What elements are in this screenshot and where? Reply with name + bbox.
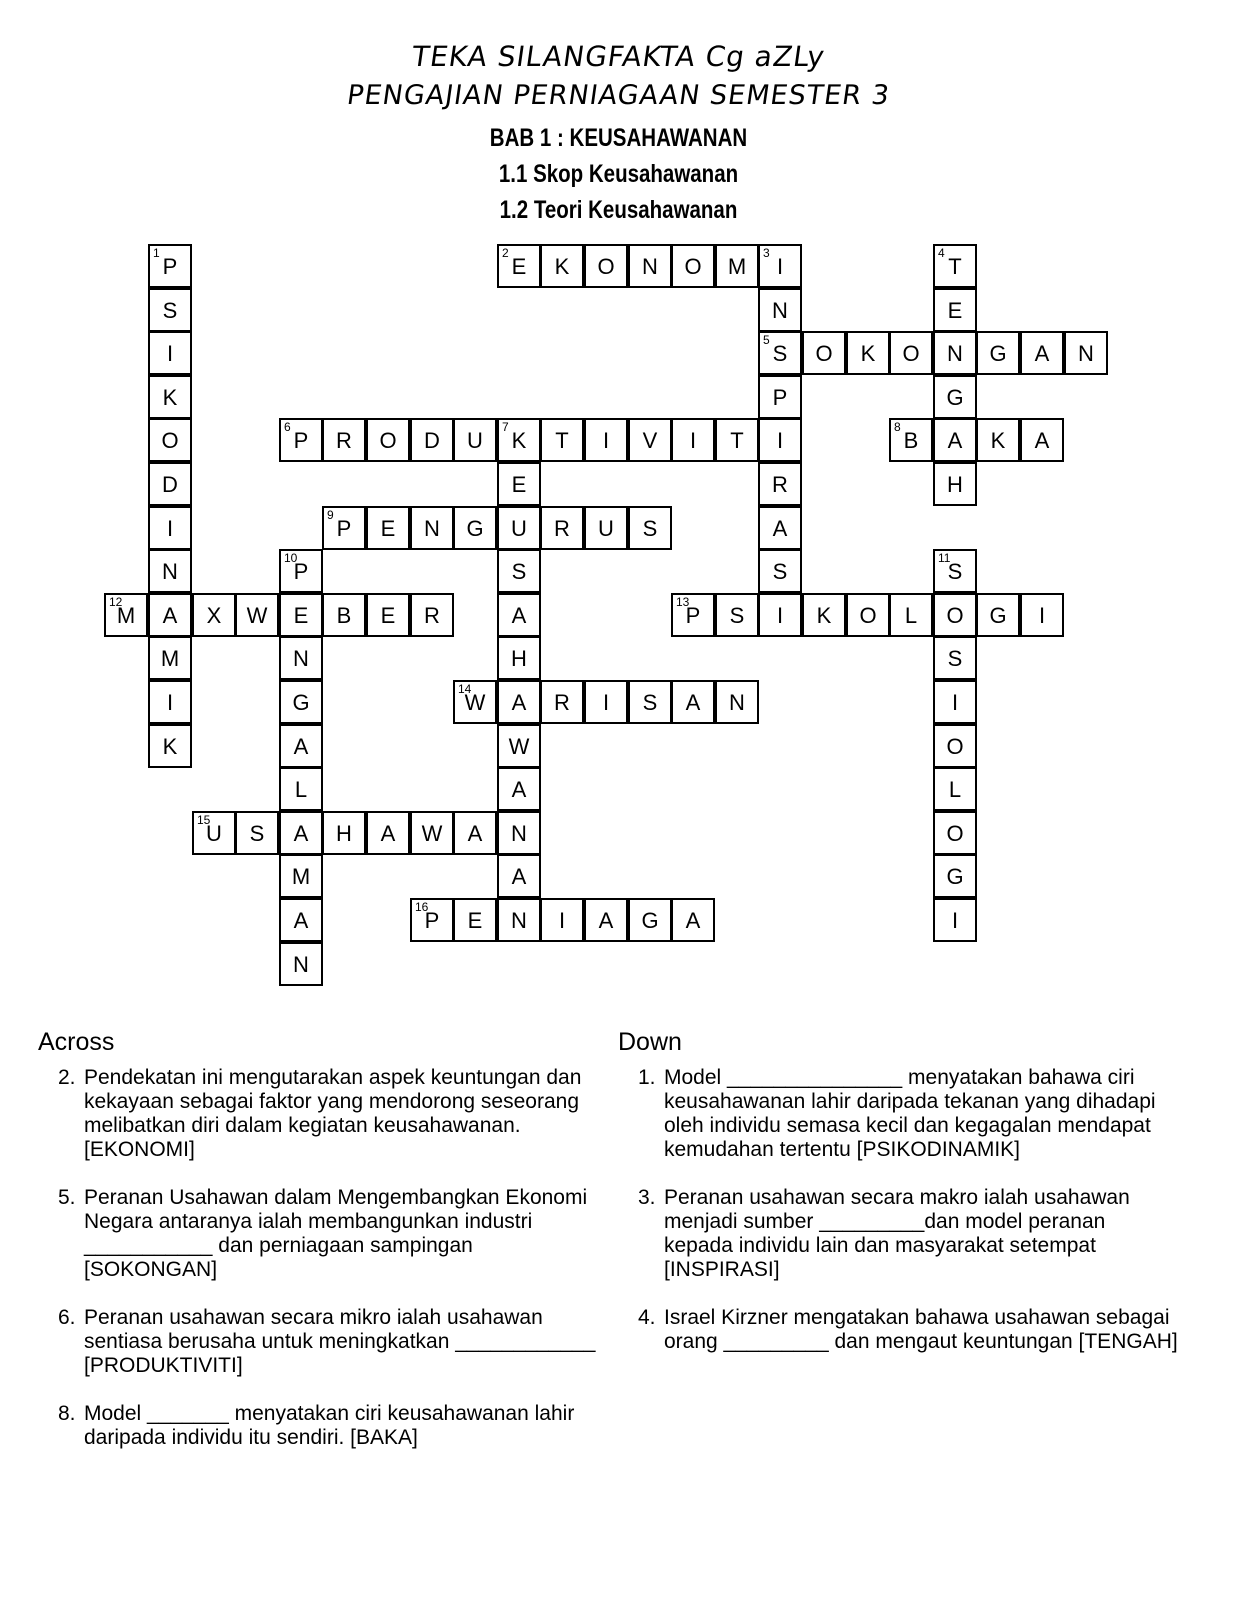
cell-letter: P — [772, 385, 788, 410]
cell-letter: S — [642, 516, 658, 541]
cell-letter: I — [602, 690, 610, 715]
crossword-cell — [540, 418, 584, 462]
cell-letter: I — [166, 516, 174, 541]
crossword-cell — [497, 854, 541, 898]
crossword-cell — [715, 593, 759, 637]
crossword-cell — [279, 942, 323, 986]
clue-number: 15 — [197, 813, 211, 827]
cell-letter: I — [558, 908, 566, 933]
cell-letter: S — [249, 821, 265, 846]
cell-letter: A — [293, 734, 309, 759]
crossword-cell — [192, 811, 236, 855]
clue-number: 3 — [763, 246, 770, 260]
crossword-cell — [497, 462, 541, 506]
cell-letter: N — [772, 298, 788, 323]
crossword-cell — [1020, 593, 1064, 637]
crossword-cell — [933, 898, 977, 942]
crossword-cell — [366, 506, 410, 550]
crossword-cell — [497, 506, 541, 550]
crossword-cell — [933, 854, 977, 898]
cell-letter: E — [293, 603, 309, 628]
cell-letter: B — [336, 603, 352, 628]
cell-letter: O — [946, 734, 964, 759]
crossword-cell — [584, 244, 628, 288]
crossword-cell — [148, 593, 192, 637]
cell-letter: G — [466, 516, 484, 541]
cell-letter: L — [294, 777, 308, 802]
crossword-cell — [584, 898, 628, 942]
cell-letter: U — [598, 516, 614, 541]
crossword-cell — [148, 549, 192, 593]
crossword-cell — [366, 593, 410, 637]
crossword-cell — [497, 898, 541, 942]
crossword-cell — [322, 506, 366, 550]
crossword-cell — [976, 593, 1020, 637]
clue-number: 6 — [284, 420, 291, 434]
cell-letter: T — [555, 428, 569, 453]
crossword-cell — [497, 680, 541, 724]
crossword-cell — [192, 593, 236, 637]
cell-letter: K — [860, 341, 876, 366]
chapter-heading: BAB 1 : KEUSAHAWANAN — [489, 124, 748, 152]
across-clue-list — [38, 1066, 598, 1474]
crossword-cell — [933, 462, 977, 506]
clue-number: 5. — [58, 1186, 76, 1209]
cell-letter: M — [160, 646, 180, 671]
cell-letter: P — [293, 428, 309, 453]
crossword-cell — [584, 680, 628, 724]
crossword-cell — [148, 680, 192, 724]
clue-number: 3. — [638, 1186, 656, 1209]
crossword-cell — [671, 593, 715, 637]
cell-letter: I — [689, 428, 697, 453]
crossword-cell — [933, 593, 977, 637]
crossword-cell — [933, 549, 977, 593]
clue-number: 11 — [938, 551, 951, 565]
crossword-cell — [628, 680, 672, 724]
cell-letter: G — [292, 690, 310, 715]
cell-letter: K — [816, 603, 832, 628]
crossword-cell — [540, 244, 584, 288]
cell-letter: W — [508, 734, 530, 759]
cell-letter: A — [511, 777, 527, 802]
cell-letter: S — [511, 559, 527, 584]
cell-letter: U — [206, 821, 222, 846]
topic-heading-1: 1.1 Skop Keusahawanan — [498, 160, 739, 188]
cell-letter: A — [293, 908, 309, 933]
cell-letter: A — [598, 908, 614, 933]
crossword-cell — [279, 767, 323, 811]
cell-letter: E — [947, 298, 963, 323]
crossword-cell — [148, 462, 192, 506]
crossword-cell — [1064, 331, 1108, 375]
crossword-cell — [758, 418, 802, 462]
cell-letter: I — [776, 603, 784, 628]
crossword-cell — [671, 898, 715, 942]
clue-text: Peranan usahawan secara mikro ialah usahawan sentiasa berusaha untuk meningkatkan ____________ [PRODUKTIVITI] — [84, 1306, 596, 1377]
across-heading: Across — [38, 1028, 115, 1056]
crossword-cell — [410, 593, 454, 637]
cell-letter: T — [730, 428, 744, 453]
cell-letter: A — [947, 428, 963, 453]
crossword-cell — [802, 593, 846, 637]
cell-letter: S — [772, 559, 788, 584]
cell-letter: N — [1078, 341, 1094, 366]
clue-number: 8. — [58, 1402, 76, 1425]
crossword-cell — [628, 418, 672, 462]
cell-letter: I — [776, 428, 784, 453]
cell-letter: N — [511, 821, 527, 846]
cell-letter: O — [859, 603, 877, 628]
cell-letter: O — [815, 341, 833, 366]
crossword-cell — [1020, 331, 1064, 375]
cell-letter: W — [421, 821, 443, 846]
crossword-cell — [497, 811, 541, 855]
crossword-cell — [889, 331, 933, 375]
cell-letter: A — [1034, 341, 1050, 366]
cell-letter: I — [166, 690, 174, 715]
crossword-cell — [933, 811, 977, 855]
cell-letter: S — [162, 298, 178, 323]
crossword-cell — [453, 680, 497, 724]
crossword-cell — [410, 898, 454, 942]
cell-letter: P — [685, 603, 701, 628]
crossword-cell — [279, 854, 323, 898]
clue-text: Peranan usahawan secara makro ialah usahawan menjadi sumber _________dan model peranan kepada individu lain dan masyarakat setempat [INSPIRASI] — [664, 1186, 1130, 1281]
clue-number: 13 — [676, 595, 690, 609]
cell-letter: G — [641, 908, 659, 933]
cell-letter: O — [597, 254, 615, 279]
cell-letter: G — [989, 603, 1007, 628]
across-clue — [38, 1306, 598, 1378]
crossword-cell — [366, 811, 410, 855]
clue-text: Peranan Usahawan dalam Mengembangkan Ekonomi Negara antaranya ialah membangunkan industri ___________ dan perniagaan sampingan [SOKONGAN] — [84, 1186, 588, 1281]
crossword-cell — [584, 506, 628, 550]
clue-number: 10 — [284, 551, 298, 565]
cell-letter: O — [946, 821, 964, 846]
crossword-cell — [933, 418, 977, 462]
cell-letter: R — [772, 472, 788, 497]
cell-letter: N — [293, 952, 309, 977]
cell-letter: I — [951, 908, 959, 933]
crossword-cell — [889, 593, 933, 637]
crossword-cell — [758, 593, 802, 637]
crossword-cell — [497, 549, 541, 593]
cell-letter: E — [380, 516, 396, 541]
cell-letter: A — [772, 516, 788, 541]
across-clue — [38, 1066, 598, 1162]
cell-letter: K — [511, 428, 527, 453]
cell-letter: L — [904, 603, 918, 628]
cell-letter: N — [729, 690, 745, 715]
crossword-cell — [148, 506, 192, 550]
crossword-cell — [540, 898, 584, 942]
crossword-cell — [758, 549, 802, 593]
cell-letter: E — [380, 603, 396, 628]
crossword-cell — [410, 506, 454, 550]
crossword-cell — [453, 506, 497, 550]
cell-letter: I — [776, 254, 784, 279]
crossword-cell — [279, 418, 323, 462]
cell-letter: R — [554, 690, 570, 715]
cell-letter: H — [511, 646, 527, 671]
crossword-cell — [976, 418, 1020, 462]
cell-letter: L — [948, 777, 962, 802]
cell-letter: R — [554, 516, 570, 541]
crossword-cell — [322, 418, 366, 462]
crossword-cell — [148, 375, 192, 419]
cell-letter: S — [947, 559, 963, 584]
cell-letter: H — [947, 472, 963, 497]
cell-letter: A — [685, 690, 701, 715]
cell-letter: E — [511, 254, 527, 279]
cell-letter: I — [1038, 603, 1046, 628]
cell-letter: T — [948, 254, 962, 279]
crossword-cell — [279, 898, 323, 942]
cell-letter: S — [729, 603, 745, 628]
crossword-cell — [104, 593, 148, 637]
page-title: TEKA SILANGFAKTA Cg aZLy — [409, 40, 828, 73]
cell-letter: G — [946, 385, 964, 410]
cell-letter: A — [162, 603, 178, 628]
crossword-cell — [758, 506, 802, 550]
crossword-cell — [933, 288, 977, 332]
cell-letter: I — [602, 428, 610, 453]
crossword-cell — [235, 593, 279, 637]
across-clue — [38, 1402, 598, 1450]
crossword-cell — [279, 811, 323, 855]
crossword-cell — [1020, 418, 1064, 462]
crossword-cell — [846, 593, 890, 637]
cell-letter: G — [946, 864, 964, 889]
crossword-cell — [279, 593, 323, 637]
crossword-cell — [322, 593, 366, 637]
cell-letter: K — [554, 254, 570, 279]
cell-letter: K — [162, 385, 178, 410]
clue-number: 16 — [415, 900, 429, 914]
down-clue — [618, 1186, 1178, 1282]
crossword-cell — [410, 418, 454, 462]
cell-letter: N — [947, 341, 963, 366]
crossword-cell — [322, 811, 366, 855]
cell-letter: S — [642, 690, 658, 715]
crossword-cell — [933, 375, 977, 419]
crossword-cell — [628, 244, 672, 288]
crossword-cell — [802, 331, 846, 375]
crossword-cell — [933, 724, 977, 768]
clue-number: 8 — [894, 420, 901, 434]
clue-number: 1 — [153, 246, 160, 260]
crossword-cell — [279, 680, 323, 724]
cell-letter: N — [424, 516, 440, 541]
crossword-cell — [497, 724, 541, 768]
cell-letter: W — [464, 690, 486, 715]
cell-letter: N — [293, 646, 309, 671]
crossword-cell — [148, 418, 192, 462]
crossword-cell — [758, 462, 802, 506]
cell-letter: R — [424, 603, 440, 628]
clue-number: 4. — [638, 1306, 656, 1329]
clue-number: 6. — [58, 1306, 76, 1329]
cell-letter: A — [293, 821, 309, 846]
crossword-cell — [933, 636, 977, 680]
clue-text: Pendekatan ini mengutarakan aspek keuntungan dan kekayaan sebagai faktor yang mendorong seseorang melibatkan diri dalam kegiatan keusahawanan. [EKONOMI] — [84, 1066, 582, 1161]
clue-number: 4 — [938, 246, 945, 260]
crossword-cell — [715, 680, 759, 724]
crossword-cell — [758, 244, 802, 288]
page-title-course: PENGAJIAN PERNIAGAAN SEMESTER 3 — [345, 80, 892, 111]
cell-letter: S — [947, 646, 963, 671]
crossword-cell — [584, 418, 628, 462]
cell-letter: K — [162, 734, 178, 759]
cell-letter: G — [989, 341, 1007, 366]
cell-letter: N — [642, 254, 658, 279]
crossword-cell — [758, 331, 802, 375]
crossword-cell — [628, 506, 672, 550]
crossword-cell — [540, 506, 584, 550]
cell-letter: P — [293, 559, 309, 584]
cell-letter: O — [684, 254, 702, 279]
crossword-cell — [410, 811, 454, 855]
crossword-cell — [497, 767, 541, 811]
crossword-cell — [497, 418, 541, 462]
cell-letter: O — [161, 428, 179, 453]
cell-letter: U — [467, 428, 483, 453]
cell-letter: X — [206, 603, 222, 628]
down-clue — [618, 1066, 1178, 1162]
cell-letter: I — [951, 690, 959, 715]
down-heading: Down — [618, 1028, 682, 1056]
crossword-cell — [453, 811, 497, 855]
crossword-cell — [453, 898, 497, 942]
crossword-cell — [671, 418, 715, 462]
crossword-cell — [148, 724, 192, 768]
crossword-cell — [976, 331, 1020, 375]
cell-letter: E — [467, 908, 483, 933]
cell-letter: P — [424, 908, 440, 933]
crossword-cell — [148, 331, 192, 375]
cell-letter: D — [424, 428, 440, 453]
cell-letter: P — [336, 516, 352, 541]
clue-number: 2 — [502, 246, 509, 260]
crossword-cell — [715, 418, 759, 462]
clue-text: Model _______________ menyatakan bahawa ciri keusahawanan lahir daripada tekanan yang dihadapi oleh individu semasa kecil dan kegagalan mendapat kemudahan tertentu [PSIKODINAMIK] — [664, 1066, 1156, 1161]
crossword-cell — [671, 244, 715, 288]
cell-letter: U — [511, 516, 527, 541]
cell-letter: N — [162, 559, 178, 584]
crossword-cell — [671, 680, 715, 724]
cell-letter: D — [162, 472, 178, 497]
crossword-cell — [889, 418, 933, 462]
topic-heading-2: 1.2 Teori Keusahawanan — [499, 196, 738, 224]
crossword-cell — [933, 680, 977, 724]
cell-letter: M — [727, 254, 747, 279]
cell-letter: N — [511, 908, 527, 933]
cell-letter: M — [291, 864, 311, 889]
across-clue — [38, 1186, 598, 1282]
cell-letter: R — [336, 428, 352, 453]
cell-letter: A — [1034, 428, 1050, 453]
crossword-cell — [148, 288, 192, 332]
clue-text: Model _______ menyatakan ciri keusahawanan lahir daripada individu itu sendiri. [BAKA] — [84, 1402, 575, 1449]
crossword-cell — [540, 680, 584, 724]
clue-text: Israel Kirzner mengatakan bahawa usahawan sebagai orang _________ dan mengaut keuntungan [TENGAH] — [664, 1306, 1178, 1353]
clue-number: 5 — [763, 333, 770, 347]
crossword-cell — [846, 331, 890, 375]
crossword-cell — [148, 636, 192, 680]
cell-letter: O — [379, 428, 397, 453]
cell-letter: O — [946, 603, 964, 628]
clue-number: 1. — [638, 1066, 656, 1089]
clue-number: 14 — [458, 682, 472, 696]
crossword-cell — [758, 375, 802, 419]
crossword-cell — [497, 593, 541, 637]
cell-letter: H — [336, 821, 352, 846]
cell-letter: W — [246, 603, 268, 628]
cell-letter: A — [467, 821, 483, 846]
cell-letter: P — [162, 254, 178, 279]
cell-letter: V — [642, 428, 658, 453]
cell-letter: M — [116, 603, 136, 628]
cell-letter: B — [903, 428, 919, 453]
crossword-cell — [497, 244, 541, 288]
cell-letter: A — [511, 690, 527, 715]
cell-letter: A — [685, 908, 701, 933]
cell-letter: A — [511, 603, 527, 628]
clue-number: 12 — [109, 595, 123, 609]
crossword-cell — [279, 549, 323, 593]
clue-number: 2. — [58, 1066, 76, 1089]
crossword-cell — [628, 898, 672, 942]
crossword-cell — [148, 244, 192, 288]
crossword-cell — [235, 811, 279, 855]
cell-letter: A — [380, 821, 396, 846]
cell-letter: S — [772, 341, 788, 366]
crossword-cell — [366, 418, 410, 462]
crossword-cell — [933, 244, 977, 288]
down-clue-list — [618, 1066, 1178, 1378]
clue-number: 7 — [502, 420, 509, 434]
crossword-cell — [933, 767, 977, 811]
cell-letter: O — [902, 341, 920, 366]
crossword-cell — [279, 724, 323, 768]
cell-letter: K — [990, 428, 1006, 453]
crossword-cell — [497, 636, 541, 680]
crossword-cell — [933, 331, 977, 375]
crossword-cell — [279, 636, 323, 680]
clue-number: 9 — [327, 508, 334, 522]
down-clue — [618, 1306, 1178, 1354]
crossword-cell — [758, 288, 802, 332]
cell-letter: A — [511, 864, 527, 889]
cell-letter: E — [511, 472, 527, 497]
crossword-cell — [453, 418, 497, 462]
cell-letter: I — [166, 341, 174, 366]
crossword-cell — [715, 244, 759, 288]
